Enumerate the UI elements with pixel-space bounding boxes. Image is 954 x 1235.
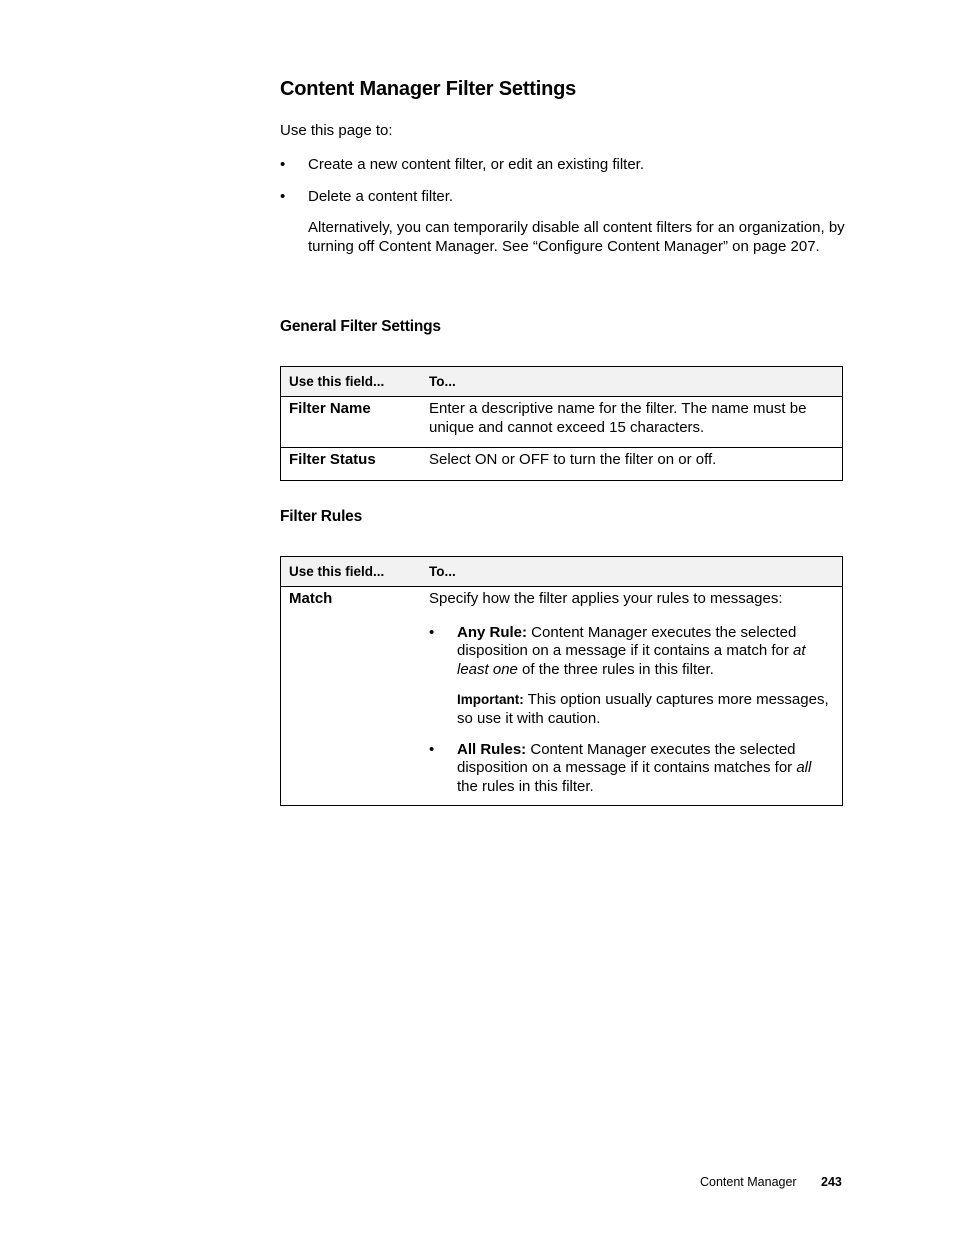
field-description-cell: Select ON or OFF to turn the filter on or off.	[421, 448, 843, 481]
field-name-cell: Match	[281, 587, 422, 806]
table-header-row	[281, 367, 843, 397]
all-rules-label: All Rules:	[457, 740, 527, 758]
any-rule-text: Content Manager executes the selected disposition on a message if it contains a match for	[457, 623, 797, 660]
important-note	[457, 691, 834, 728]
general-settings-heading: General Filter Settings	[280, 318, 441, 335]
bullet-icon: •	[429, 623, 435, 641]
list-item-text: Delete a content filter.	[308, 188, 454, 205]
list-item-text: Create a new content filter, or edit an existing filter.	[308, 156, 645, 173]
any-rule-label: Any Rule:	[457, 623, 528, 641]
note-paragraph: Alternatively, you can temporarily disable all content filters for an organization, by turning off Content Manager. See “Configure Content Manager” on page 207.	[308, 219, 845, 255]
bullet-icon: •	[280, 156, 286, 173]
all-rules-text-end: the rules in this filter.	[457, 777, 594, 795]
match-description: Specify how the filter applies your rules to messages:	[429, 590, 783, 607]
field-description-cell	[421, 587, 843, 806]
column-header-field: Use this field...	[281, 367, 422, 397]
filter-rules-table	[280, 556, 843, 806]
general-settings-table	[280, 366, 843, 481]
intro-text: Use this page to:	[280, 122, 393, 139]
all-rules-text: Content Manager executes the selected disposition on a message if it contains matches for	[457, 740, 797, 777]
bullet-icon: •	[280, 188, 286, 205]
column-header-to: To...	[421, 557, 843, 587]
field-name-cell: Filter Status	[281, 448, 422, 481]
field-description-cell: Enter a descriptive name for the filter. The name must be unique and cannot exceed 15 characters.	[421, 397, 843, 448]
all-rules-emphasis: all	[796, 759, 812, 777]
all-rules-item	[429, 741, 834, 797]
any-rule-item	[429, 624, 834, 680]
bullet-icon: •	[429, 740, 435, 758]
table-header-row	[281, 557, 843, 587]
footer-page-number: 243	[821, 1175, 842, 1189]
footer-section-name: Content Manager	[700, 1175, 797, 1189]
table-row	[281, 397, 843, 448]
column-header-field: Use this field...	[281, 557, 422, 587]
any-rule-emphasis: at least one	[457, 642, 806, 678]
important-label: Important:	[457, 692, 524, 708]
page-title: Content Manager Filter Settings	[280, 78, 577, 100]
column-header-to: To...	[421, 367, 843, 397]
field-name-cell: Filter Name	[281, 397, 422, 448]
table-row	[281, 587, 843, 806]
table-row	[281, 448, 843, 481]
important-text: This option usually captures more messages, so use it with caution.	[457, 691, 829, 727]
filter-rules-heading: Filter Rules	[280, 508, 363, 525]
any-rule-text-end: of the three rules in this filter.	[517, 660, 714, 678]
